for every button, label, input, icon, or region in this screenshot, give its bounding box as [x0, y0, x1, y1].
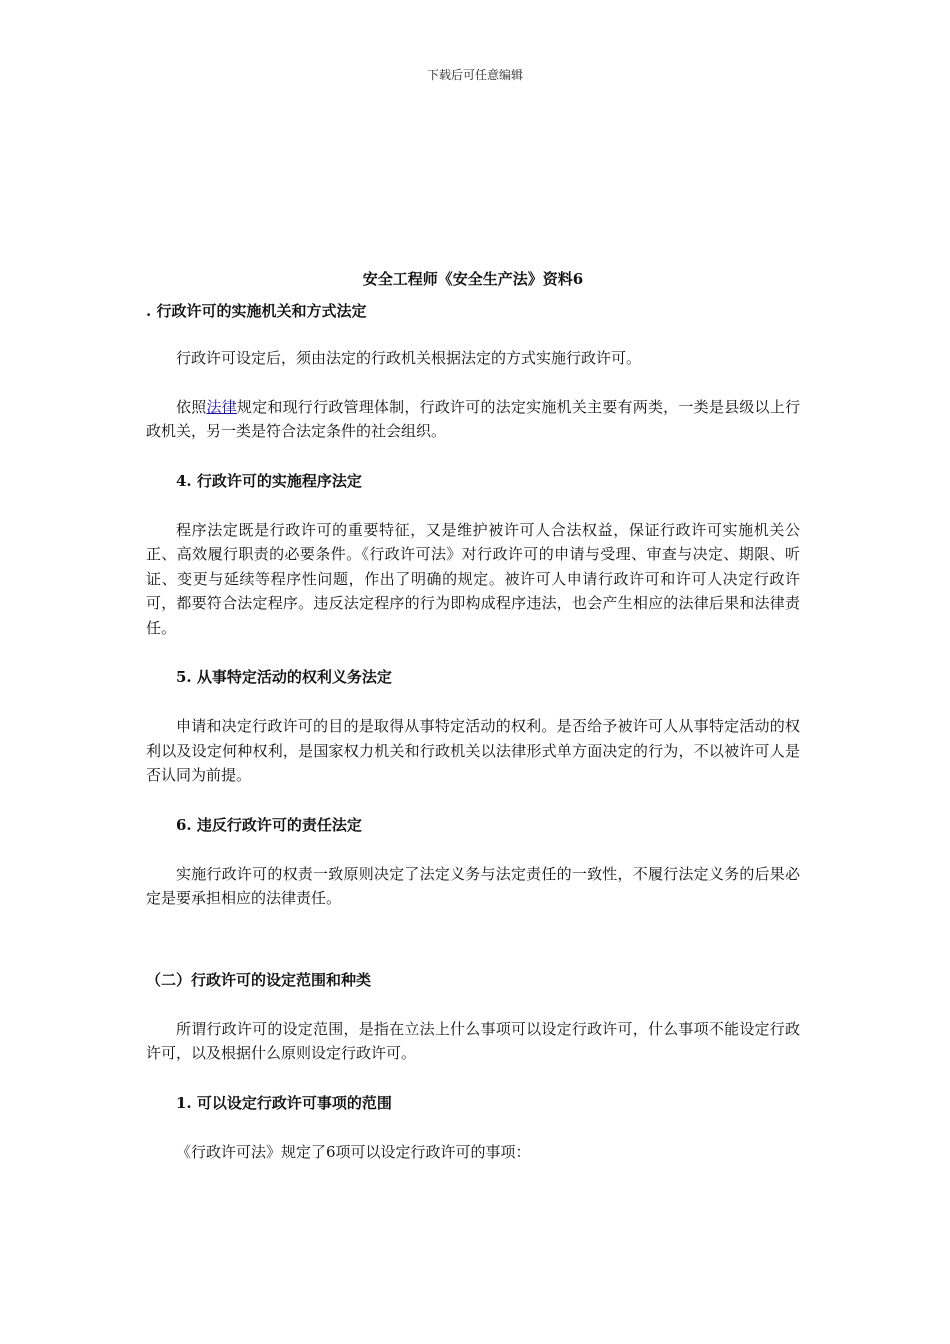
section-heading-implementing-bodies: . 行政许可的实施机关和方式法定 — [146, 302, 367, 320]
law-link[interactable]: 法律 — [206, 397, 237, 416]
section-heading-scope-of-items: 1. 可以设定行政许可事项的范围 — [176, 1093, 392, 1112]
section-heading-procedure: 4. 行政许可的实施程序法定 — [176, 471, 362, 490]
section-heading-liability: 6. 违反行政许可的责任法定 — [176, 815, 362, 834]
document-title: 安全工程师《安全生产法》资料6 — [362, 270, 584, 288]
page-header: 下载后可任意编辑 — [426, 68, 523, 82]
paragraph: 行政许可设定后，须由法定的行政机关根据法定的方式实施行政许可。 — [176, 349, 642, 367]
part-heading-scope-and-types: （二）行政许可的设定范围和种类 — [146, 970, 372, 989]
paragraph: 程序法定既是行政许可的重要特征，又是维护被许可人合法权益，保证行政许可实施机关公正、高效履行职责的必要条件。《行政许可法》对行政许可的申请与受理、审查与决定、期限、听证、变更与延续等程序性问题，作出了明确的规定。被许可人申请行政许可和许可人决定行政许可，都要符合法定程序。违反法定程序的行为即构成程序违法，也会产生相应的法律后果和法律责任。 — [146, 520, 800, 637]
document-body — [146, 268, 800, 1164]
section-heading-rights-obligations: 5. 从事特定活动的权利义务法定 — [176, 668, 392, 686]
paragraph: 实施行政许可的权责一致原则决定了法定义务与法定责任的一致性，不履行法定义务的后果必定是要承担相应的法律责任。 — [146, 864, 800, 907]
paragraph: 申请和决定行政许可的目的是取得从事特定活动的权利。是否给予被许可人从事特定活动的权利以及设定何种权利，是国家权力机关和行政机关以法律形式单方面决定的行为，不以被许可人是否认同为前提。 — [146, 717, 800, 784]
paragraph: 《行政许可法》规定了6项可以设定行政许可的事项： — [176, 1142, 531, 1161]
paragraph-with-link — [146, 395, 800, 444]
paragraph-text: 依照 — [176, 397, 207, 416]
paragraph: 所谓行政许可的设定范围，是指在立法上什么事项可以设定行政许可，什么事项不能设定行政许可，以及根据什么原则设定行政许可。 — [146, 1019, 800, 1062]
paragraph-text: 规定和现行行政管理体制，行政许可的法定实施机关主要有两类，一类是县级以上行政机关，另一类是符合法定条件的社会组织。 — [146, 397, 800, 440]
